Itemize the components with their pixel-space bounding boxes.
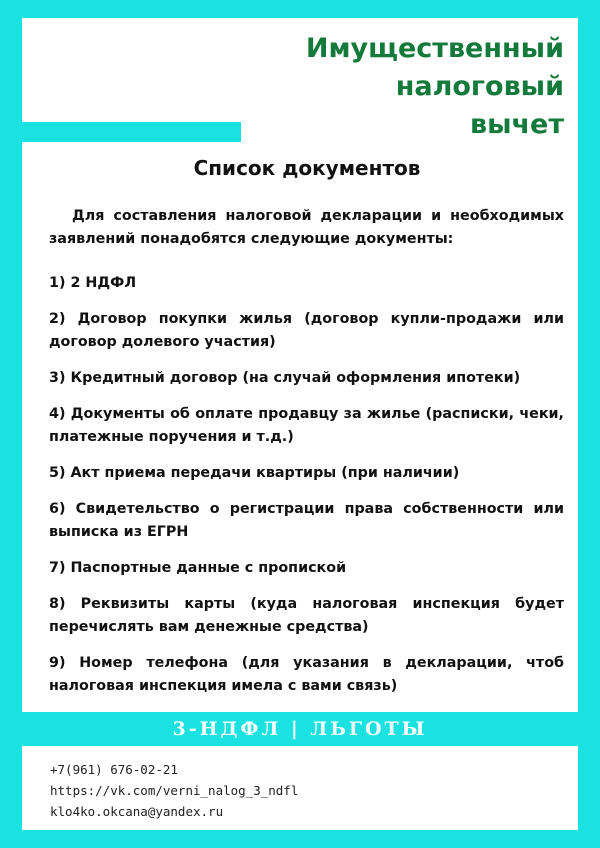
document-item-2: 2) Договор покупки жилья (договор купли-продажи или договор долевого участия) bbox=[49, 311, 564, 350]
document-item-9: 9) Номер телефона (для указания в декларации, чтоб налоговая инспекция имела с вами связь) bbox=[49, 655, 564, 694]
document-item-3: 3) Кредитный договор (на случай оформления ипотеки) bbox=[49, 370, 521, 386]
title-line-3: вычет bbox=[470, 109, 564, 140]
contact-phone: +7(961) 676-02-21 bbox=[50, 762, 178, 777]
title-line-2: налоговый bbox=[395, 71, 564, 102]
document-item-7: 7) Паспортные данные с пропиской bbox=[49, 560, 347, 576]
contact-email[interactable]: klo4ko.okcana@yandex.ru bbox=[50, 804, 224, 819]
brand-band: 3-НДФЛ | ЛЬГОТЫ bbox=[172, 718, 428, 740]
page-title bbox=[306, 30, 564, 144]
document-item-4: 4) Документы об оплате продавцу за жилье (расписки, чеки, платежные поручения и т.д.) bbox=[49, 406, 564, 445]
document-item-8: 8) Реквизиты карты (куда налоговая инспекция будет перечислять вам денежные средства) bbox=[49, 596, 564, 635]
document-item-5: 5) Акт приема передачи квартиры (при наличии) bbox=[49, 465, 460, 481]
contacts-block bbox=[22, 746, 578, 830]
decorative-bar bbox=[22, 122, 241, 142]
contact-vk-link[interactable]: https://vk.com/verni_nalog_3_ndfl bbox=[50, 783, 299, 798]
subtitle: Список документов bbox=[193, 156, 421, 180]
document-content bbox=[49, 205, 564, 711]
document-item-6: 6) Свидетельство о регистрации права собственности или выписка из ЕГРН bbox=[49, 501, 564, 540]
document-item-1: 1) 2 НДФЛ bbox=[49, 275, 137, 291]
intro-paragraph: Для составления налоговой декларации и необходимых заявлений понадобятся следующие документы: bbox=[49, 208, 564, 247]
title-line-1: Имущественный bbox=[305, 33, 564, 64]
